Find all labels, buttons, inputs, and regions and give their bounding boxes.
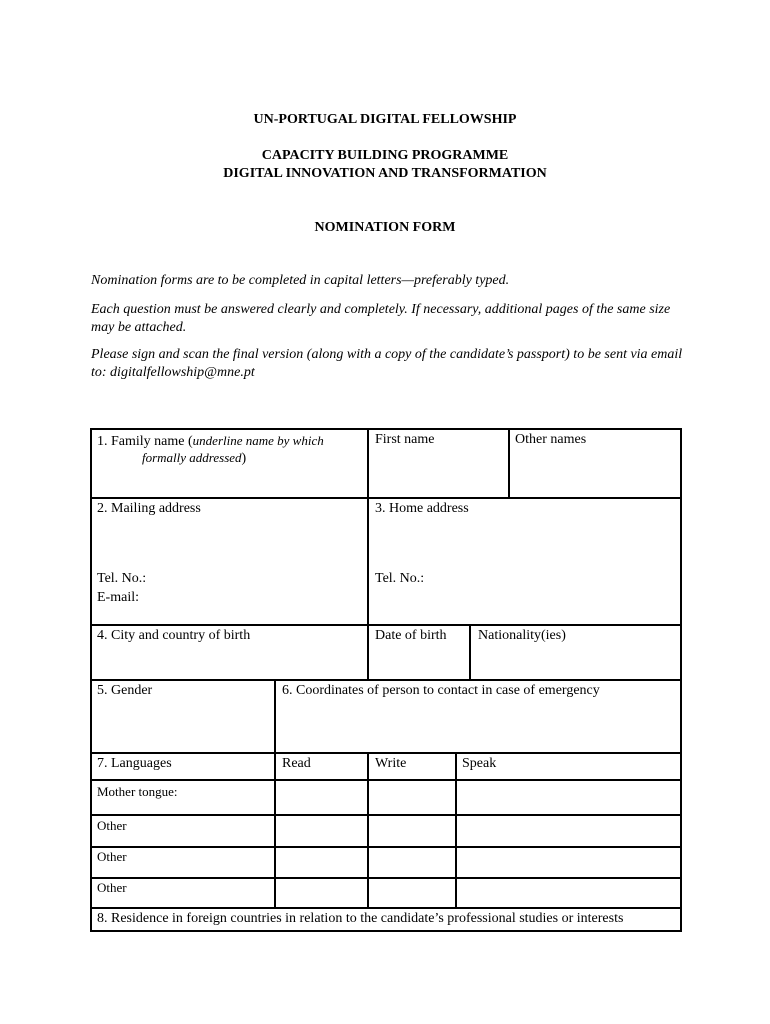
first-name-label: First name (375, 432, 435, 447)
speak-column-header: Speak (462, 756, 497, 771)
family-name-note: underline name by which (192, 433, 324, 448)
other-language-3-label: Other (97, 880, 127, 895)
instruction-sign-and-scan: Please sign and scan the final version (along with a copy of the candidate’s passport) to be sent via email to: digitalfellowship@mne.pt (91, 347, 683, 380)
home-tel-label: Tel. No.: (375, 571, 425, 586)
email-label: E-mail: (97, 590, 139, 605)
programme-line-1: CAPACITY BUILDING PROGRAMME (261, 148, 509, 163)
mailing-tel-label: Tel. No.: (97, 571, 147, 586)
read-column-header: Read (282, 756, 311, 771)
programme-line-2: DIGITAL INNOVATION AND TRANSFORMATION (223, 166, 547, 181)
residence-abroad-label: 8. Residence in foreign countries in relation to the candidate’s professional studies or interests (97, 911, 624, 926)
mailing-address-label: 2. Mailing address (97, 501, 201, 516)
languages-label: 7. Languages (97, 756, 172, 771)
other-language-2-label: Other (97, 849, 127, 864)
instruction-answer-clearly: Each question must be answered clearly and completely. If necessary, additional pages of the same size may be attached. (91, 302, 671, 335)
city-country-birth-label: 4. City and country of birth (97, 628, 251, 643)
instruction-capital-letters: Nomination forms are to be completed in capital letters—preferably typed. (91, 273, 510, 288)
gender-label: 5. Gender (97, 683, 153, 698)
document-title: UN-PORTUGAL DIGITAL FELLOWSHIP (253, 112, 517, 127)
mother-tongue-label: Mother tongue: (97, 784, 178, 799)
home-address-label: 3. Home address (375, 501, 469, 516)
form-title: NOMINATION FORM (314, 220, 456, 235)
write-column-header: Write (375, 756, 407, 771)
nomination-form-table (90, 428, 682, 932)
date-of-birth-label: Date of birth (375, 628, 447, 643)
other-language-1-label: Other (97, 818, 127, 833)
nationality-label: Nationality(ies) (478, 628, 566, 643)
family-name-note-cont: formally addressed) (142, 450, 247, 466)
family-name-label: 1. Family name (underline name by which (97, 433, 324, 449)
emergency-contact-label: 6. Coordinates of person to contact in case of emergency (282, 683, 600, 698)
other-names-label: Other names (515, 432, 587, 447)
